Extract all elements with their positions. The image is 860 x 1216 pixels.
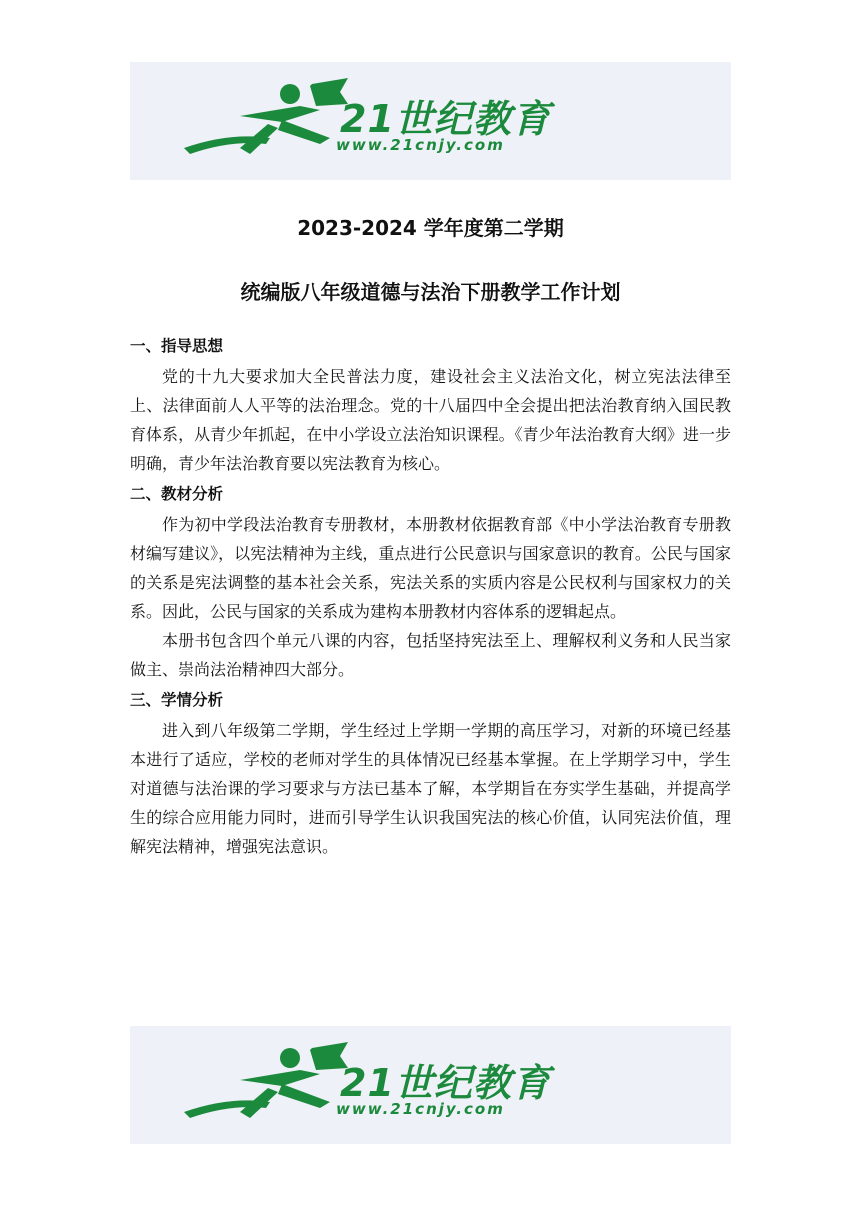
brand-url: www.21cnjy.com [336,136,505,154]
section-heading: 一、指导思想 [130,337,224,355]
brand-name: 21世纪教育 [340,1061,551,1105]
brand-name: 21世纪教育 [340,97,551,141]
footer-banner [130,1026,731,1144]
section-guiding-thought [130,330,731,478]
section-heading: 三、学情分析 [130,691,224,709]
section-heading: 二、教材分析 [130,485,224,503]
section-paragraph: 党的十九大要求加大全民普法力度，建设社会主义法治文化，树立宪法法律至上、法律面前人人平等的法治理念。党的十八届四中全会提出把法治教育纳入国民教育体系，从青少年抓起，在中小学设立法治知识课程。《青少年法治教育大纲》进一步明确，青少年法治教育要以宪法教育为核心。 [130,367,731,473]
document-title-line-2: 统编版八年级道德与法治下册教学工作计划 [240,280,621,304]
section-textbook-analysis [130,478,731,684]
brand-url: www.21cnjy.com [336,1100,505,1118]
section-student-analysis [130,684,731,861]
section-paragraph: 本册书包含四个单元八课的内容，包括坚持宪法至上、理解权利义务和人民当家做主、崇尚法治精神四大部分。 [130,631,731,679]
section-paragraph: 作为初中学段法治教育专册教材，本册教材依据教育部《中小学法治教育专册教材编写建议》，以宪法精神为主线，重点进行公民意识与国家意识的教育。公民与国家的关系是宪法调整的基本社会关系，宪法关系的实质内容是公民权利与国家权力的关系。因此，公民与国家的关系成为建构本册教材内容体系的逻辑起点。 [130,515,731,621]
document-title-line-1: 2023-2024 学年度第二学期 [297,216,564,240]
header-banner [130,62,731,180]
section-paragraph: 进入到八年级第二学期，学生经过上学期一学期的高压学习，对新的环境已经基本进行了适应，学校的老师对学生的具体情况已经基本掌握。在上学期学习中，学生对道德与法治课的学习要求与方法已基本了解，本学期旨在夯实学生基础，并提高学生的综合应用能力同时，进而引导学生认识我国宪法的核心价值，认同宪法价值，理解宪法精神，增强宪法意识。 [130,721,731,856]
document-body [130,330,731,861]
